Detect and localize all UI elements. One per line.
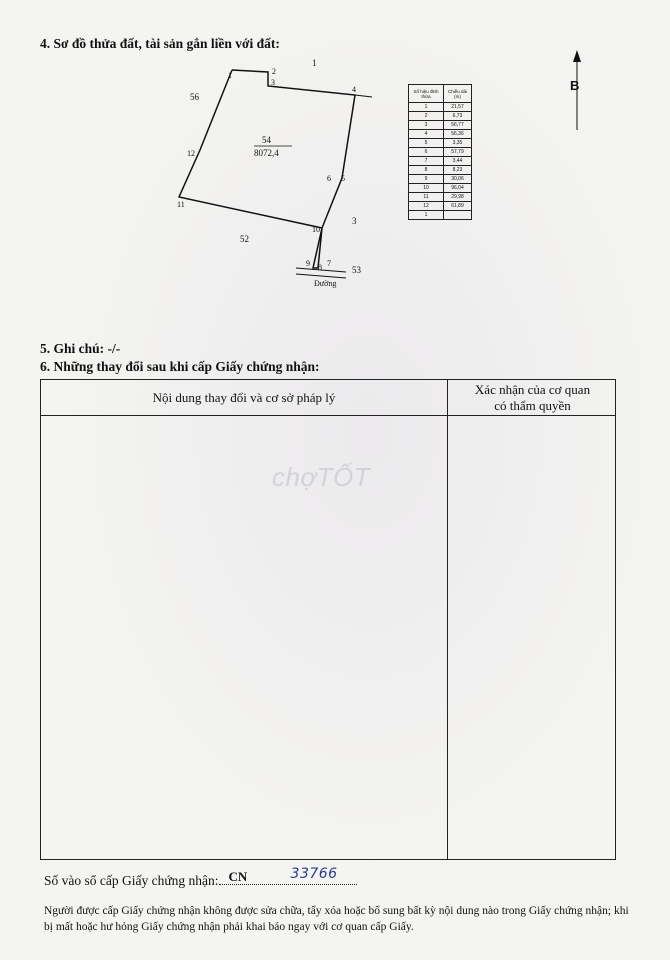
neighbor-label-south: 52 bbox=[240, 234, 249, 244]
table-row: 10 96,04 bbox=[409, 184, 472, 193]
legal-note: Người được cấp Giấy chứng nhận không được sửa chữa, tẩy xóa hoặc bổ sung bất kỳ nội dung nào trong Giấy chứng nhận; khi bị mất hoặc hư hỏng Giấy chứng nhận phải khai báo ngay với cơ quan cấp Giấy. bbox=[44, 905, 629, 933]
north-arrow-head bbox=[573, 50, 581, 62]
neighbor-label-east: 3 bbox=[352, 216, 357, 226]
authority-header-line1: Xác nhận của cơ quan bbox=[474, 382, 591, 397]
vertex-label-4: 4 bbox=[352, 85, 356, 94]
land-plot-diagram bbox=[0, 0, 670, 380]
registry-label: Số vào sổ cấp Giấy chứng nhận: bbox=[44, 873, 219, 888]
authority-confirmation-header bbox=[448, 382, 617, 416]
vertex-label-12: 12 bbox=[187, 149, 195, 158]
vertex-label-7: 7 bbox=[327, 259, 331, 268]
watermark-logo: chợTỐT bbox=[272, 462, 371, 492]
changes-table bbox=[40, 379, 616, 860]
header-length: Chiều dài (m) bbox=[443, 85, 471, 103]
registry-number-field bbox=[219, 866, 357, 885]
section-4-title: 4. Sơ đồ thửa đất, tài sản gắn liền với đất: bbox=[40, 36, 280, 51]
table-row: 8 8,23 bbox=[409, 166, 472, 175]
vertex-label-1: 1 bbox=[228, 71, 232, 80]
registry-line bbox=[44, 866, 357, 889]
registry-number: 33766 bbox=[290, 866, 338, 882]
section-6-title: 6. Những thay đổi sau khi cấp Giấy chứng nhận: bbox=[40, 359, 320, 374]
road-label: Đường bbox=[314, 279, 337, 288]
header-point: Số hiệu đỉnh thửa bbox=[409, 85, 444, 103]
table-row: 5 3,35 bbox=[409, 139, 472, 148]
table-row: 2 6,73 bbox=[409, 112, 472, 121]
table-row: 1 21,57 bbox=[409, 103, 472, 112]
vertex-label-10: 10 bbox=[312, 225, 320, 234]
edge-length-table bbox=[408, 84, 472, 220]
table-row: 7 3,44 bbox=[409, 157, 472, 166]
vertex-label-9: 9 bbox=[306, 259, 310, 268]
authority-header-line2: có thẩm quyền bbox=[494, 398, 571, 413]
neighbor-boundary-east bbox=[355, 95, 372, 97]
vertex-label-3: 3 bbox=[271, 78, 275, 87]
table-row: 12 61,89 bbox=[409, 202, 472, 211]
parcel-area: 8072,4 bbox=[254, 148, 279, 158]
vertex-label-2: 2 bbox=[272, 67, 276, 76]
vertex-label-6: 6 bbox=[327, 174, 331, 183]
vertex-label-11: 11 bbox=[177, 200, 185, 209]
neighbor-label-north: 1 bbox=[312, 58, 317, 68]
table-row: 3 56,77 bbox=[409, 121, 472, 130]
parcel-number: 54 bbox=[262, 135, 271, 145]
table-header-row bbox=[409, 85, 472, 103]
neighbor-label-southeast: 53 bbox=[352, 265, 361, 275]
table-row: 11 29,98 bbox=[409, 193, 472, 202]
parcel-boundary bbox=[179, 70, 355, 268]
vertex-label-8: 8 bbox=[318, 263, 322, 272]
north-label: B bbox=[570, 78, 580, 93]
changes-content-header: Nội dung thay đổi và cơ sở pháp lý bbox=[152, 390, 336, 405]
registry-prefix: CN bbox=[228, 869, 248, 884]
changes-table-divider bbox=[447, 380, 448, 859]
neighbor-label-west: 56 bbox=[190, 92, 199, 102]
table-row: 1 bbox=[409, 211, 472, 220]
table-row: 9 30,06 bbox=[409, 175, 472, 184]
vertex-label-5: 5 bbox=[341, 174, 345, 183]
table-row: 4 56,36 bbox=[409, 130, 472, 139]
table-row: 6 57,79 bbox=[409, 148, 472, 157]
road-line-bottom bbox=[296, 274, 346, 278]
section-5-title: 5. Ghi chú: -/- bbox=[40, 341, 121, 356]
